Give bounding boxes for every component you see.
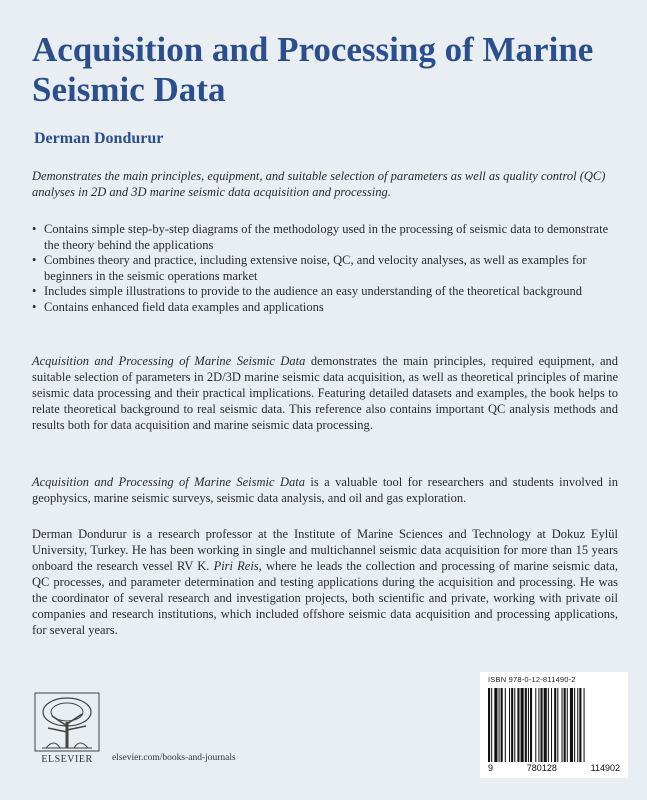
description-paragraph — [32, 353, 618, 433]
publisher-url[interactable]: elsevier.com/books-and-journals — [112, 753, 236, 763]
barcode-bar — [525, 688, 527, 762]
barcode-bar — [509, 688, 510, 762]
feature-item: • Contains simple step-by-step diagrams of the methodology used in the processing of seismic data to demonstrate the theory behind the applications — [32, 222, 618, 253]
feature-item: • Contains enhanced field data examples and applications — [32, 300, 618, 316]
publisher-logo — [34, 692, 100, 774]
barcode-bar — [517, 688, 519, 762]
barcode-bar — [535, 688, 536, 762]
barcode-bar — [554, 688, 556, 762]
barcode-bar — [564, 688, 566, 762]
audience-paragraph — [32, 474, 618, 506]
barcode-bar — [528, 688, 529, 762]
barcode-bar — [541, 688, 543, 762]
barcode-bar — [579, 688, 581, 762]
publisher-name: ELSEVIER — [41, 754, 93, 765]
description-text: demonstrates the main principles, required equipment, and suitable selection of parameters in 2D/3D marine seismic data acquisition, as well as theoretical principles of marine seismic data processing and their practical implications. Featuring detailed datasets and examples, the book helps to relate theoretical background to real seismic data. This reference also contains important QC analysis methods and results both for data acquisition and marine seismic data processing. — [32, 354, 618, 432]
book-title-italic: Acquisition and Processing of Marine Seismic Data — [32, 475, 305, 489]
barcode-bar — [584, 688, 585, 762]
vessel-name: Piri Reis — [213, 559, 259, 573]
book-title-italic: Acquisition and Processing of Marine Seismic Data — [32, 354, 306, 368]
barcode-bar — [505, 688, 506, 762]
audience-text: is a valuable tool for researchers and students involved in geophysics, marine seismic surveys, seismic data analysis, and oil and gas exploration. — [32, 475, 618, 505]
barcode-bar — [538, 688, 539, 762]
barcode-bar — [567, 688, 568, 762]
barcode-bar — [511, 688, 513, 762]
feature-item: • Includes simple illustrations to provide to the audience an easy understanding of the theoretical background — [32, 284, 618, 300]
bio-text-end: , where he leads the collection and processing of marine seismic data, QC processes, and parameter determination and testing applications during the acquisition and processing. He was the coordinator of several research and investigation projects, both scientific and private, working with private oil companies and research institutions, which included offshore seismic data acquisition and processing applications, for several years. — [32, 559, 619, 637]
barcode-bar — [548, 688, 549, 762]
author-name: Derman Dondurur — [34, 130, 164, 147]
barcode-digit-left: 780128 — [526, 763, 557, 773]
barcode-bar — [488, 688, 490, 762]
elsevier-tree-icon — [34, 692, 100, 752]
barcode-bar — [514, 688, 515, 762]
barcode-digit-lead: 9 — [488, 763, 494, 773]
barcode-digits — [488, 763, 620, 773]
feature-item: • Combines theory and practice, including extensive noise, QC, and velocity analyses, as well as examples for beginners in the seismic operations market — [32, 253, 618, 284]
barcode-bar — [570, 688, 573, 762]
barcode-bar — [499, 688, 500, 762]
barcode-bar — [574, 688, 575, 762]
barcode-digit-right: 114902 — [590, 763, 620, 773]
barcode-icon — [488, 688, 620, 762]
author-bio-paragraph — [32, 526, 618, 638]
barcode-bar — [544, 688, 547, 762]
barcode-bar — [562, 688, 563, 762]
summary-text: Demonstrates the main principles, equipment, and suitable selection of parameters as well as quality control (QC) analyses in 2D and 3D marine seismic data acquisition and processing. — [32, 169, 606, 199]
feature-list — [32, 222, 618, 316]
barcode-panel — [480, 672, 628, 778]
isbn-number: ISBN 978-0-12-811490-2 — [488, 675, 576, 684]
barcode-bar — [551, 688, 552, 762]
barcode-bar — [491, 688, 492, 762]
barcode-bar — [577, 688, 578, 762]
book-title: Acquisition and Processing of Marine Seismic Data — [32, 30, 594, 109]
bio-text-start: Derman Dondurur is a research professor at the Institute of Marine Sciences and Technology at Dokuz Eylül University, Turkey. He has been working in single and multichannel seismic data acquisition for more than 15 years onboard the research vessel RV K. — [32, 527, 618, 573]
barcode-bar — [521, 688, 524, 762]
barcode-bar — [557, 688, 558, 762]
barcode-bar — [530, 688, 532, 762]
barcode-bar — [501, 688, 503, 762]
barcode-bar — [494, 688, 497, 762]
